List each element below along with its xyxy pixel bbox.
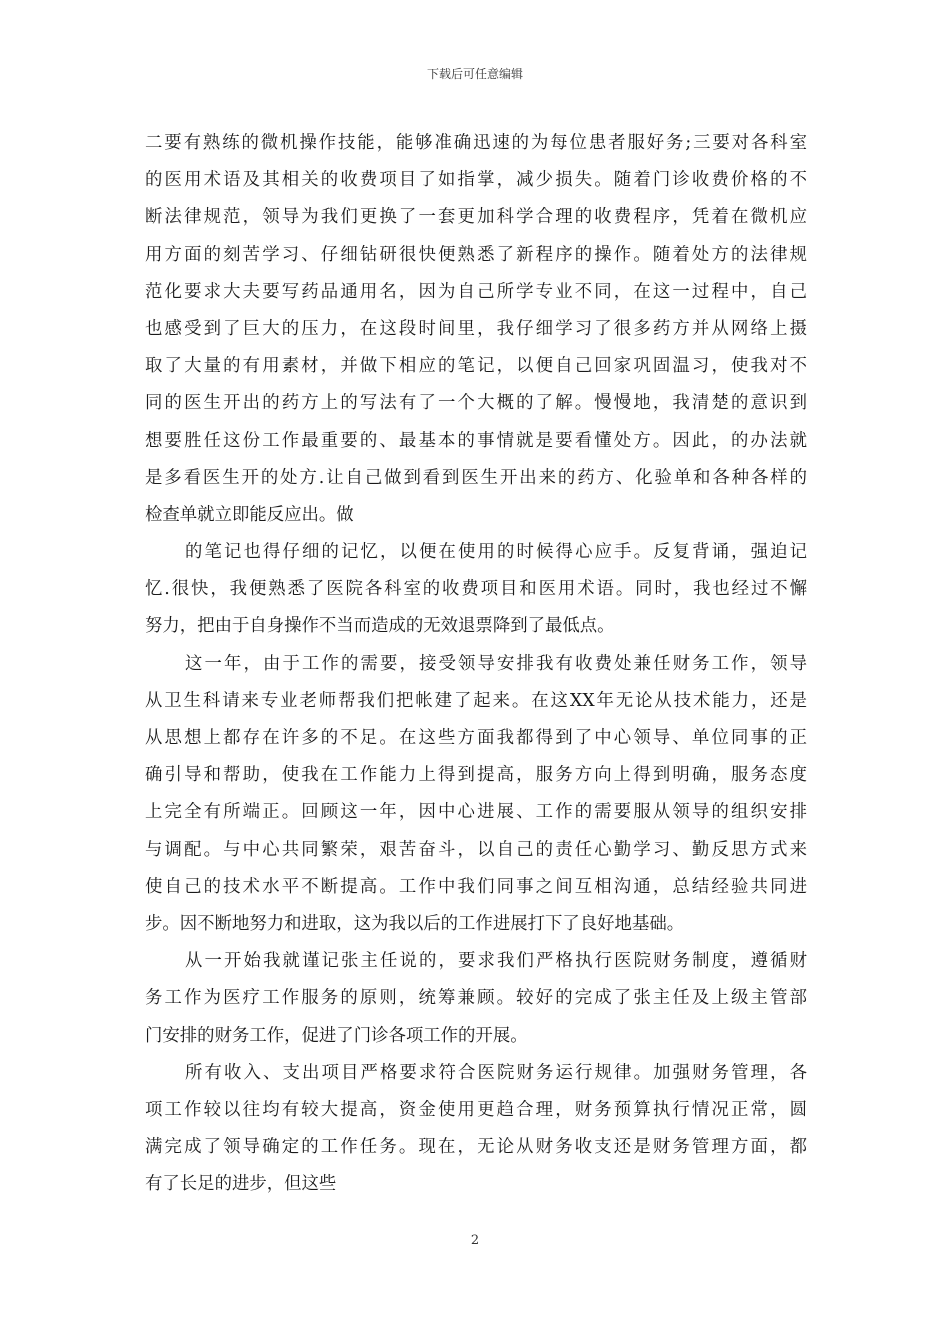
text-line: 从思想上都存在许多的不足。在这些方面我都得到了中心领导、单位同事的正: [145, 728, 807, 748]
text-line: 取了大量的有用素材，并做下相应的笔记，以便自己回家巩固温习，使我对不: [145, 356, 807, 377]
text-line: 步。因不断地努力和进取，这为我以后的工作进展打下了良好地基础。: [145, 913, 685, 934]
text-line: 检查单就立即能反应出。做: [145, 504, 354, 525]
text-line: 有了长足的进步，但这些: [145, 1174, 337, 1195]
text-line: 的笔记也得仔细的记忆，以便在使用的时候得心应手。反复背诵，强迫记: [185, 542, 807, 563]
text-line: 满完成了领导确定的工作任务。现在，无论从财务收支还是财务管理方面，都: [145, 1137, 807, 1158]
text-line: 努力，把由于自身操作不当而造成的无效退票降到了最低点。: [145, 616, 615, 637]
text-line: 务工作为医疗工作服务的原则，统筹兼顾。较好的完成了张主任及上级主管部: [145, 988, 807, 1009]
text-line: 所有收入、支出项目严格要求符合医院财务运行规律。加强财务管理，各: [185, 1062, 807, 1083]
paragraph-5: [145, 1055, 807, 1204]
text-line: 的医用术语及其相关的收费项目了如指掌，减少损失。随着门诊收费价格的不: [145, 170, 807, 191]
paragraph-3: [145, 646, 807, 944]
text-line: 同的医生开出的药方上的写法有了一个大概的了解。慢慢地，我清楚的意识到: [145, 393, 807, 414]
text-line: 确引导和帮助，使我在工作能力上得到提高，服务方向上得到明确，服务态度: [145, 765, 807, 786]
document-body: [145, 125, 807, 1203]
text-line: 上完全有所端正。回顾这一年，因中心进展、工作的需要服从领导的组织安排: [145, 802, 807, 823]
page-number: 2: [470, 1233, 480, 1248]
paragraph-2: [145, 534, 807, 646]
text-line: 从卫生科请来专业老师帮我们把帐建了起来。在这XX年无论从技术能力，还是: [145, 690, 807, 711]
text-line: 从一开始我就谨记张主任说的，要求我们严格执行医院财务制度，遵循财: [185, 951, 807, 972]
text-line: 用方面的刻苦学习、仔细钻研很快便熟悉了新程序的操作。随着处方的法律规: [145, 244, 807, 265]
text-line: 项工作较以往均有较大提高，资金使用更趋合理，财务预算执行情况正常，圆: [145, 1099, 807, 1120]
text-line: 使自己的技术水平不断提高。工作中我们同事之间互相沟通，总结经验共同进: [145, 876, 807, 897]
text-line: 门安排的财务工作，促进了门诊各项工作的开展。: [145, 1025, 528, 1046]
text-line: 是多看医生开的处方.让自己做到看到医生开出来的药方、化验单和各种各样的: [145, 467, 807, 488]
page-header: 下载后可任意编辑: [426, 67, 523, 81]
text-line: 范化要求大夫要写药品通用名，因为自己所学专业不同，在这一过程中，自己: [145, 281, 807, 302]
paragraph-1: [145, 125, 807, 534]
text-line: 也感受到了巨大的压力，在这段时间里，我仔细学习了很多药方并从网络上摄: [145, 318, 807, 339]
text-line: 忆.很快，我便熟悉了医院各科室的收费项目和医用术语。同时，我也经过不懈: [145, 579, 807, 600]
paragraph-4: [145, 943, 807, 1055]
text-line: 断法律规范，领导为我们更换了一套更加科学合理的收费程序，凭着在微机应: [145, 207, 807, 228]
text-line: 想要胜任这份工作最重要的、最基本的事情就是要看懂处方。因此，的办法就: [145, 430, 807, 451]
text-line: 这一年，由于工作的需要，接受领导安排我有收费处兼任财务工作，领导: [185, 653, 807, 674]
text-line: 与调配。与中心共同繁荣，艰苦奋斗，以自己的责任心勤学习、勤反思方式来: [145, 839, 807, 860]
text-line: 二要有熟练的微机操作技能，能够准确迅速的为每位患者服好务;三要对各科室: [145, 133, 807, 153]
